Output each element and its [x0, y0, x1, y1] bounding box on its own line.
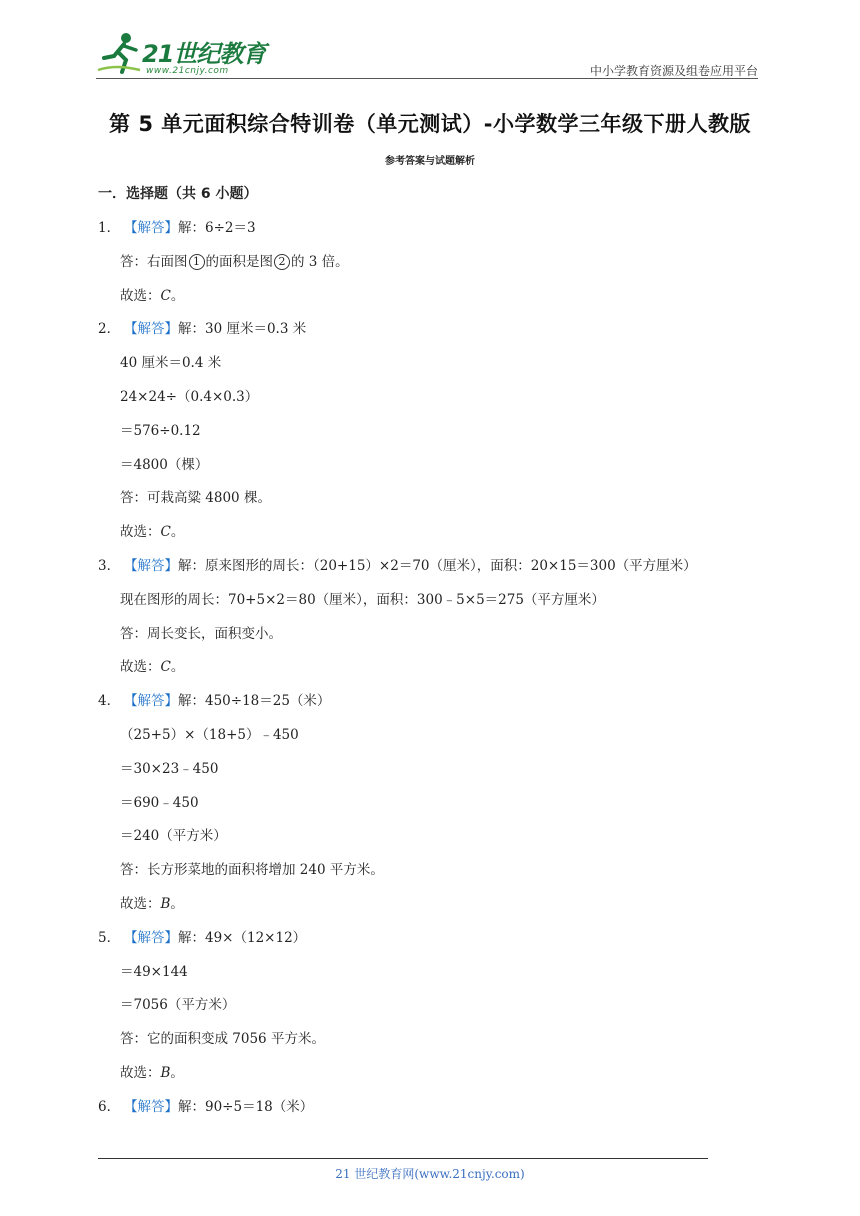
footer-link[interactable]: 21 世纪教育网(www.21cnjy.com): [335, 1167, 525, 1181]
logo-text: 21世纪教育: [142, 40, 266, 68]
choice-letter: B: [160, 1064, 171, 1081]
answer-5-line: ＝49×144: [120, 963, 188, 980]
answer-text: 解：450÷18＝25（米）: [178, 693, 331, 710]
page-title: 第 5 单元面积综合特训卷（单元测试）-小学数学三年级下册人教版: [109, 112, 751, 136]
answer-2-line: 40 厘米＝0.4 米: [120, 355, 222, 372]
choice-prefix: 故选：: [120, 659, 161, 676]
header-divider: [96, 78, 758, 79]
footer-divider: [98, 1158, 708, 1159]
answer-content: [98, 182, 798, 1129]
choice-suffix: 。: [170, 659, 185, 676]
answer-text: 解：49×（12×12）: [178, 929, 307, 946]
answer-4-line: ＝240（平方米）: [120, 828, 227, 845]
answer-text: 解：6÷2＝3: [178, 220, 256, 236]
choice-suffix: 。: [170, 895, 184, 912]
answer-1-choice: [98, 284, 798, 318]
answer-4-line: （25+5）×（18+5）﹣450: [120, 726, 299, 743]
question-number: 1．: [98, 220, 121, 236]
answer-text: 解：30 厘米＝0.3 米: [178, 321, 307, 338]
choice-prefix: 故选：: [120, 1064, 161, 1081]
answer-1-line: [98, 250, 798, 284]
answer-tag-link[interactable]: 【解答】: [124, 693, 178, 710]
answer-text: 的 3 倍。: [291, 253, 349, 270]
answer-2-line: 24×24÷（0.4×0.3）: [120, 388, 259, 405]
answer-5-line: 答：它的面积变成 7056 平方米。: [120, 1031, 325, 1048]
answer-tag-link[interactable]: 【解答】: [124, 557, 178, 574]
answer-2-choice: [98, 520, 798, 554]
answer-tag-link[interactable]: 【解答】: [124, 321, 178, 338]
choice-suffix: 。: [170, 1064, 184, 1081]
platform-name: 中小学教育资源及组卷应用平台: [589, 64, 758, 78]
answer-tag-link[interactable]: 【解答】: [124, 929, 178, 946]
answer-text: 解：90÷5＝18（米）: [178, 1098, 314, 1115]
choice-suffix: 。: [170, 287, 185, 304]
question-number: 6．: [98, 1098, 121, 1115]
answer-3-choice: [98, 655, 798, 689]
circled-number: 2: [274, 254, 290, 270]
answer-2-first-line: [98, 317, 798, 351]
answer-3-line: 现在图形的周长：70+5×2＝80（厘米），面积：300﹣5×5＝275（平方厘米）: [120, 591, 605, 608]
answer-4-choice: [98, 892, 798, 926]
page-header: [96, 28, 758, 80]
answer-3-line: 答：周长变长，面积变小。: [120, 625, 282, 642]
answer-5-choice: [98, 1061, 798, 1095]
choice-prefix: 故选：: [120, 895, 161, 912]
answer-4-line: ＝690﹣450: [120, 794, 199, 811]
page-subtitle: 参考答案与试题解析: [385, 156, 475, 167]
answer-4-first-line: [98, 689, 798, 723]
answer-5-first-line: [98, 926, 798, 960]
answer-text: 答：右面图: [120, 253, 188, 270]
choice-letter: C: [160, 524, 171, 541]
choice-suffix: 。: [170, 524, 185, 541]
choice-letter: C: [160, 659, 171, 676]
answer-text: 解：原来图形的周长：（20+15）×2＝70（厘米），面积：20×15＝300（平方厘米）: [178, 557, 697, 574]
choice-letter: B: [160, 895, 171, 912]
question-number: 4．: [98, 693, 121, 710]
choice-prefix: 故选：: [120, 287, 161, 304]
section-heading: 一．选择题（共 6 小题）: [98, 186, 258, 202]
logo-url: www.21cnjy.com: [146, 66, 229, 76]
answer-5-line: ＝7056（平方米）: [120, 997, 236, 1014]
answer-1-first-line: [98, 216, 798, 250]
question-number: 5．: [98, 929, 121, 946]
answer-2-line: ＝576÷0.12: [120, 422, 201, 439]
answer-6-first-line: [98, 1095, 798, 1129]
answer-4-line: 答：长方形菜地的面积将增加 240 平方米。: [120, 862, 384, 879]
answer-4-line: ＝30×23﹣450: [120, 760, 219, 777]
runner-logo-icon: [96, 30, 144, 78]
answer-2-line: 答：可栽高粱 4800 棵。: [120, 490, 271, 507]
answer-text: 的面积是图: [205, 253, 273, 270]
site-logo[interactable]: [96, 28, 276, 80]
answer-3-first-line: [98, 554, 798, 588]
choice-letter: C: [160, 287, 171, 304]
answer-2-line: ＝4800（棵）: [120, 456, 209, 473]
question-number: 3．: [98, 557, 121, 574]
choice-prefix: 故选：: [120, 524, 161, 541]
question-number: 2．: [98, 321, 121, 338]
answer-tag-link[interactable]: 【解答】: [124, 220, 178, 236]
circled-number: 1: [189, 254, 205, 270]
answer-tag-link[interactable]: 【解答】: [124, 1098, 178, 1115]
